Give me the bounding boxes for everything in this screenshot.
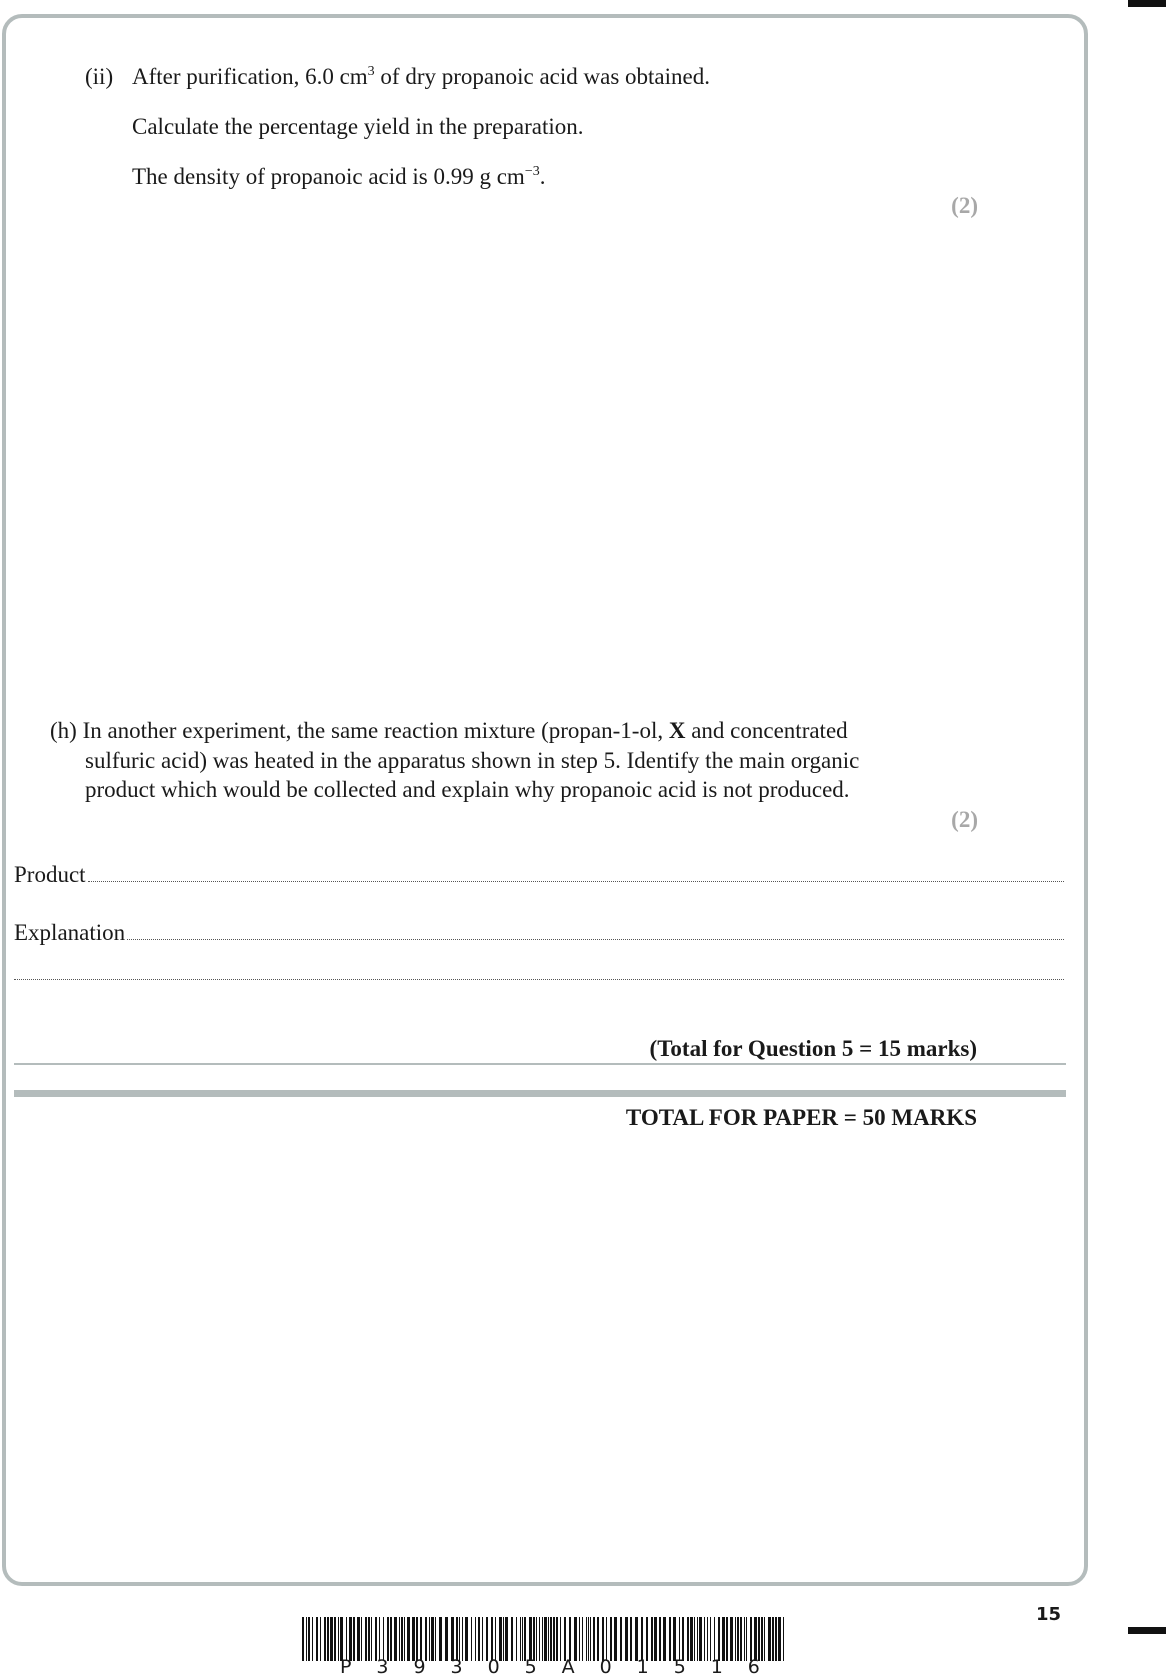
barcode-digit: 0 [599, 1656, 612, 1678]
explanation-label: Explanation [14, 920, 126, 945]
page-number: 15 [1036, 1604, 1062, 1625]
product-answer-line[interactable] [14, 862, 1064, 888]
paper-total: TOTAL FOR PAPER = 50 MARKS [625, 1105, 977, 1130]
part-h-bold-x: X [668, 718, 686, 743]
part-ii-line-3-text-a: The density of propanoic acid is 0.99 g cm [132, 164, 525, 189]
part-ii-line-1 [132, 62, 710, 92]
part-ii-line-3-text-b: . [539, 164, 546, 189]
question-total: (Total for Question 5 = 15 marks) [649, 1036, 977, 1061]
barcode-digit: A [561, 1656, 575, 1678]
divider-thick [14, 1090, 1066, 1097]
part-ii-label: (ii) [85, 64, 114, 89]
part-h-line-1-text-b: and concentrated [685, 718, 848, 743]
working-space[interactable] [40, 230, 1040, 700]
barcode-digit: 0 [487, 1656, 500, 1678]
product-label: Product [14, 862, 86, 887]
barcode-digit: 3 [376, 1656, 389, 1678]
part-ii-line-2: Calculate the percentage yield in the preparation. [132, 114, 584, 139]
explanation-dotted-line-2 [14, 978, 1064, 980]
barcode-digits [340, 1656, 760, 1678]
registration-mark-bottom [1128, 1627, 1166, 1634]
barcode-digit: P [340, 1656, 352, 1678]
part-ii-line-3 [132, 162, 545, 192]
part-h-marks: (2) [951, 807, 978, 832]
explanation-dotted-line [127, 938, 1064, 940]
part-h-line-3: product which would be collected and explain why propanoic acid is not produced. [85, 777, 850, 802]
density-superscript: −3 [524, 164, 540, 179]
explanation-answer-line[interactable] [14, 920, 1064, 946]
part-ii-line-1-text-b: of dry propanoic acid was obtained. [374, 64, 710, 89]
divider-thin [14, 1063, 1066, 1065]
explanation-answer-line-2[interactable] [14, 978, 1064, 986]
part-h-line-1 [50, 716, 848, 746]
barcode-digit: 6 [747, 1656, 760, 1678]
barcode-digit: 5 [524, 1656, 537, 1678]
registration-mark-top [1128, 0, 1166, 7]
barcode-digit: 3 [450, 1656, 463, 1678]
part-h-line-2: sulfuric acid) was heated in the apparatus shown in step 5. Identify the main organic [85, 748, 860, 773]
cubic-superscript: 3 [367, 64, 375, 79]
barcode-digit: 1 [710, 1656, 723, 1678]
barcode-digit: 1 [636, 1656, 649, 1678]
barcode-icon [302, 1617, 788, 1661]
part-ii-marks: (2) [951, 193, 978, 218]
barcode-digit: 9 [413, 1656, 426, 1678]
barcode-digit: 5 [673, 1656, 686, 1678]
part-h-line-1-text-a: (h) In another experiment, the same reaction mixture (propan-1-ol, [50, 718, 669, 743]
product-dotted-line [88, 880, 1064, 882]
part-ii-line-1-text-a: After purification, 6.0 cm [132, 64, 368, 89]
